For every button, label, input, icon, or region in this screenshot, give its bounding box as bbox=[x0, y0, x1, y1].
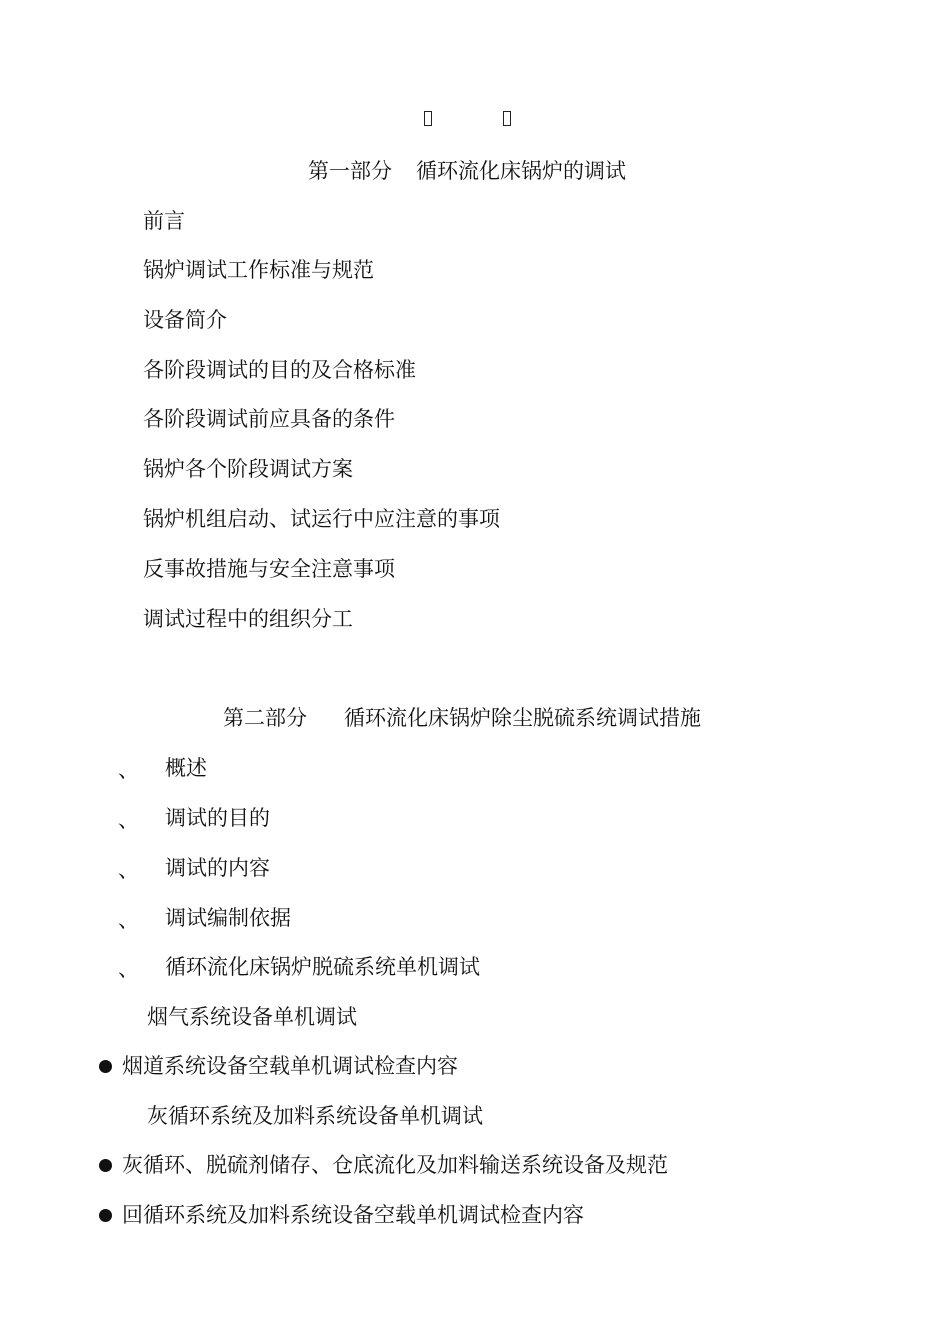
part1-item-objectives[interactable]: 各阶段调试的目的及合格标准 bbox=[143, 358, 416, 382]
part1-item-safety[interactable]: 反事故措施与安全注意事项 bbox=[143, 557, 395, 581]
sub-heading-ash-cycle[interactable]: 灰循环系统及加料系统设备单机调试 bbox=[147, 1104, 483, 1128]
part1-item-plans[interactable]: 锅炉各个阶段调试方案 bbox=[143, 457, 353, 481]
bullet-icon bbox=[99, 1060, 112, 1073]
bullet-item-recycle-check[interactable]: 回循环系统及加料系统设备空载单机调试检查内容 bbox=[122, 1203, 584, 1227]
list-mark: 、 bbox=[118, 858, 139, 882]
part2-item-content[interactable]: 调试的内容 bbox=[165, 856, 270, 880]
list-mark: 、 bbox=[118, 758, 139, 782]
part1-item-equipment[interactable]: 设备简介 bbox=[143, 308, 227, 332]
part1-item-startup-notes[interactable]: 锅炉机组启动、试运行中应注意的事项 bbox=[143, 507, 500, 531]
part2-item-purpose[interactable]: 调试的目的 bbox=[165, 806, 270, 830]
part1-title bbox=[308, 157, 626, 185]
part2-item-basis[interactable]: 调试编制依据 bbox=[165, 906, 291, 930]
part2-title bbox=[223, 704, 701, 732]
heading-glyph-2 bbox=[503, 111, 511, 126]
bullet-item-flue-duct[interactable]: 烟道系统设备空载单机调试检查内容 bbox=[122, 1054, 458, 1078]
part1-item-standards[interactable]: 锅炉调试工作标准与规范 bbox=[143, 258, 374, 282]
bullet-icon bbox=[99, 1209, 112, 1222]
bullet-icon bbox=[99, 1159, 112, 1172]
bullet-item-ash-storage[interactable]: 灰循环、脱硫剂储存、仓底流化及加料输送系统设备及规范 bbox=[122, 1153, 668, 1177]
part2-title-a: 第二部分 bbox=[223, 706, 307, 730]
sub-heading-flue-gas[interactable]: 烟气系统设备单机调试 bbox=[147, 1005, 357, 1029]
part1-title-b: 循环流化床锅炉的调试 bbox=[416, 159, 626, 183]
part2-item-overview[interactable]: 概述 bbox=[165, 756, 207, 780]
list-mark: 、 bbox=[118, 908, 139, 932]
part1-item-foreword[interactable]: 前言 bbox=[143, 209, 185, 233]
list-mark: 、 bbox=[118, 957, 139, 981]
part1-item-organization[interactable]: 调试过程中的组织分工 bbox=[143, 607, 353, 631]
part1-item-conditions[interactable]: 各阶段调试前应具备的条件 bbox=[143, 407, 395, 431]
part2-title-b: 循环流化床锅炉除尘脱硫系统调试措施 bbox=[344, 706, 701, 730]
list-mark: 、 bbox=[118, 808, 139, 832]
part1-title-a: 第一部分 bbox=[308, 159, 392, 183]
part2-item-single-debug[interactable]: 循环流化床锅炉脱硫系统单机调试 bbox=[165, 955, 480, 979]
heading-glyph-1 bbox=[424, 111, 432, 126]
